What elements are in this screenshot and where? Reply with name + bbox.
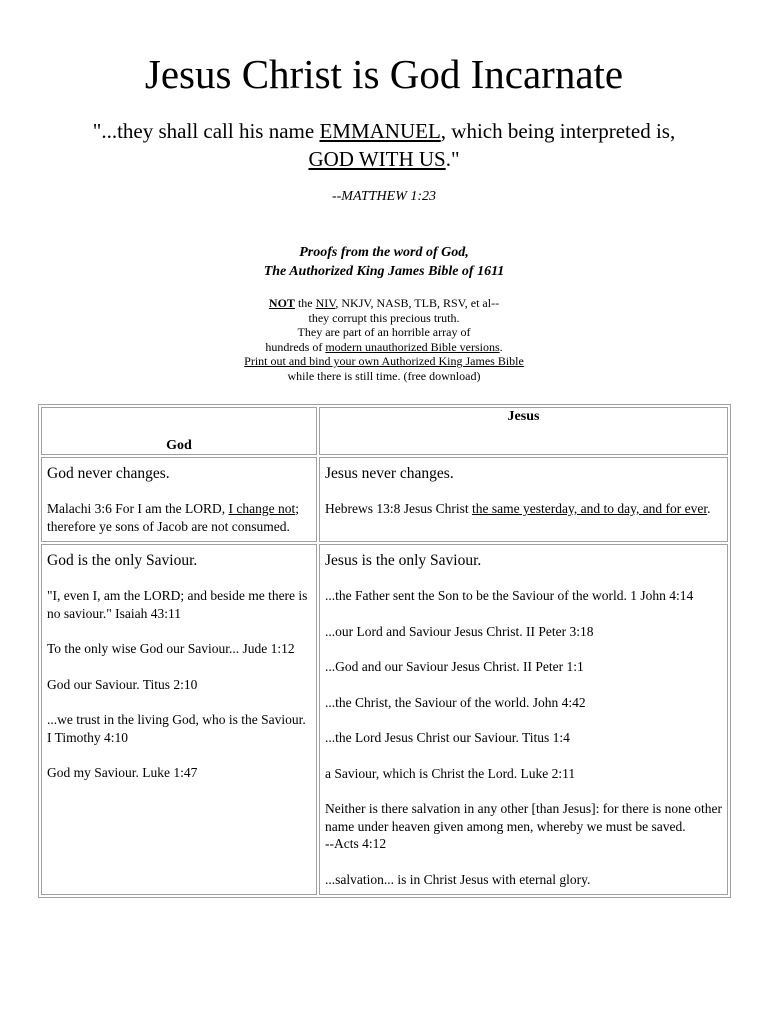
emmanuel-text: EMMANUEL xyxy=(319,119,441,143)
table-row xyxy=(41,544,728,895)
god-verse: God our Saviour. Titus 2:10 xyxy=(47,676,198,692)
god-verse: God my Saviour. Luke 1:47 xyxy=(47,765,198,780)
verse-text: Malachi 3:6 For I am the LORD, xyxy=(47,501,229,516)
scripture-quote xyxy=(0,117,768,173)
verse-text: Hebrews 13:8 Jesus Christ xyxy=(325,501,472,516)
notice-text: , NKJV, NASB, TLB, RSV, et al-- xyxy=(335,296,500,310)
not-emphasis: NOT xyxy=(268,296,295,310)
verse-underlined: the same yesterday, and to day, and for ever xyxy=(472,501,708,516)
god-verse: ...we trust in the living God, who is the Saviour. I Timothy 4:10 xyxy=(47,712,306,745)
jesus-verse xyxy=(325,800,722,853)
notice-text: They are part of an horrible array of xyxy=(297,325,471,339)
god-statement: God never changes. xyxy=(47,465,170,482)
proofs-heading xyxy=(0,243,768,281)
jesus-cell xyxy=(319,544,728,895)
verse-underlined: I change not xyxy=(228,501,296,516)
quote-text: "...they shall call his name xyxy=(92,119,320,143)
jesus-verse: ...the Christ, the Saviour of the world. John 4:42 xyxy=(325,694,586,710)
jesus-cell xyxy=(319,457,728,542)
verse-text: . xyxy=(707,501,711,516)
quote-text: , which being interpreted is, xyxy=(440,119,676,143)
god-cell xyxy=(41,544,317,895)
quote-reference: --MATTHEW 1:23 xyxy=(331,189,437,204)
proofs-line: Proofs from the word of God, xyxy=(299,245,469,260)
notice-text: . xyxy=(499,339,503,354)
version-notice xyxy=(0,296,768,383)
table-row xyxy=(41,457,728,542)
verse-text: ; therefore ye sons of Jacob are not consumed. xyxy=(47,501,299,534)
god-statement: God is the only Saviour. xyxy=(47,552,198,569)
jesus-statement: Jesus is the only Saviour. xyxy=(325,552,482,569)
verse-text: Neither is there salvation in any other [than Jesus]: for there is none other name under heaven given among men, whereby we must be saved. xyxy=(325,801,723,834)
jesus-statement: Jesus never changes. xyxy=(325,465,454,482)
god-with-us-text: GOD WITH US xyxy=(308,147,446,171)
notice-text: the xyxy=(294,296,316,310)
niv-link[interactable]: NIV xyxy=(315,296,336,310)
kjv-download-link[interactable]: Print out and bind your own Authorized King James Bible xyxy=(244,354,524,368)
table-header-row xyxy=(41,407,728,455)
jesus-verse xyxy=(325,500,722,518)
jesus-verse: ...the Father sent the Son to be the Saviour of the world. 1 John 4:14 xyxy=(325,588,694,603)
jesus-verse: a Saviour, which is Christ the Lord. Luke 2:11 xyxy=(325,765,576,781)
verse-reference: --Acts 4:12 xyxy=(325,836,387,851)
proofs-line: The Authorized King James Bible of 1611 xyxy=(263,264,505,279)
jesus-verse: ...the Lord Jesus Christ our Saviour. Titus 1:4 xyxy=(325,730,570,745)
notice-text: hundreds of xyxy=(265,339,326,354)
page-title: Jesus Christ is God Incarnate xyxy=(144,51,624,97)
notice-text: while there is still time. (free download) xyxy=(287,368,481,383)
modern-versions-link[interactable]: modern unauthorized Bible versions xyxy=(325,339,500,354)
jesus-verse: ...our Lord and Saviour Jesus Christ. II Peter 3:18 xyxy=(325,623,594,639)
jesus-verse: ...God and our Saviour Jesus Christ. II Peter 1:1 xyxy=(325,659,584,674)
comparison-table xyxy=(38,404,731,898)
jesus-column-header: Jesus xyxy=(319,407,728,455)
god-verse: "I, even I, am the LORD; and beside me there is no saviour." Isaiah 43:11 xyxy=(47,588,308,621)
god-verse xyxy=(47,500,311,535)
quote-text: ." xyxy=(445,147,460,171)
jesus-verse: ...salvation... is in Christ Jesus with eternal glory. xyxy=(325,871,591,887)
notice-text: they corrupt this precious truth. xyxy=(308,310,460,325)
god-verse: To the only wise God our Saviour... Jude 1:12 xyxy=(47,641,295,656)
god-cell xyxy=(41,457,317,542)
god-column-header: God xyxy=(41,407,317,455)
